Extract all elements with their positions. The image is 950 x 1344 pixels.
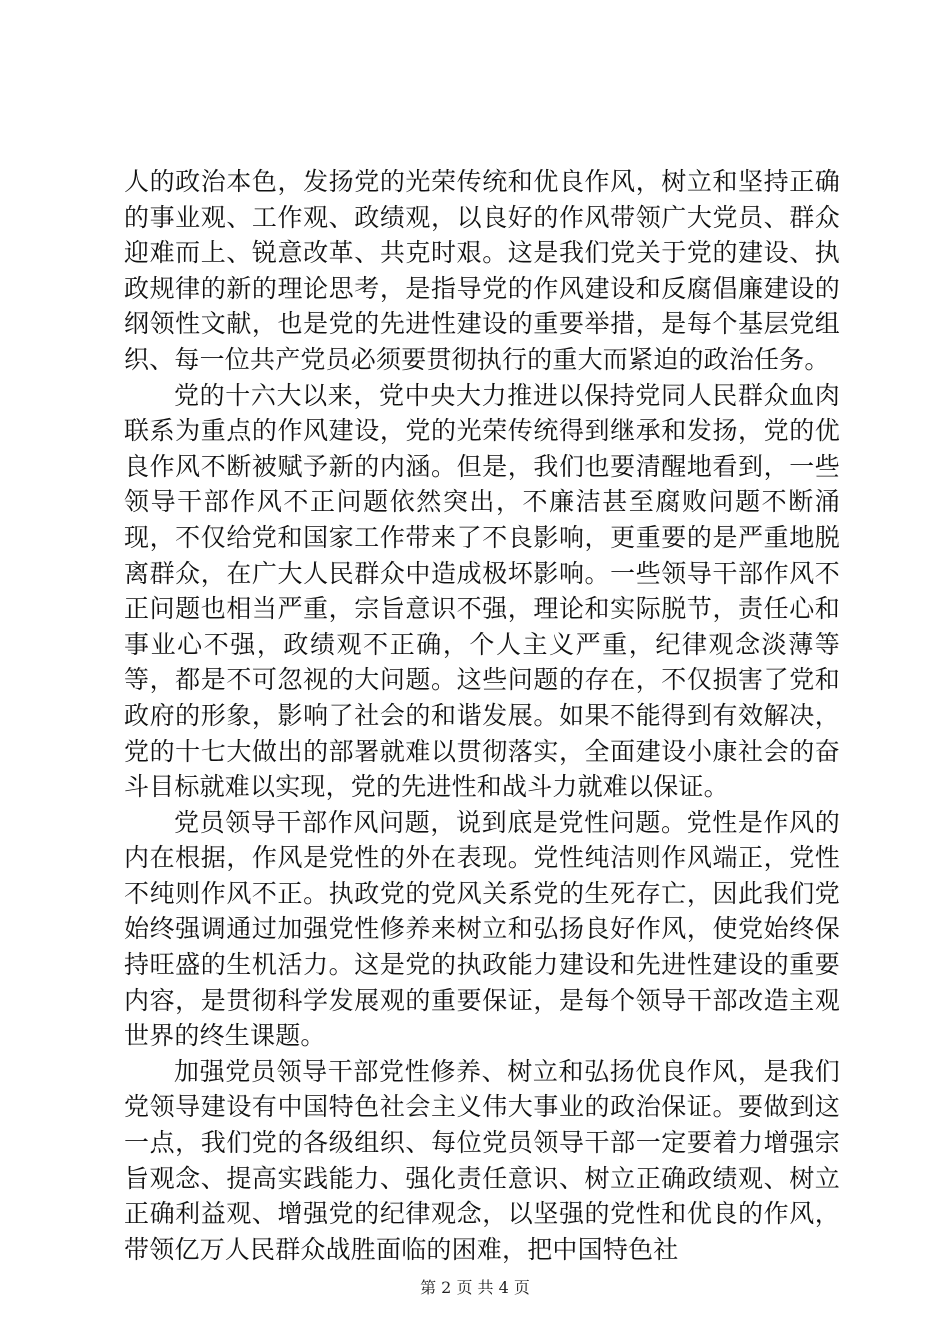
page-footer [0, 1275, 950, 1298]
paragraph-2: 党的十六大以来，党中央大力推进以保持党同人民群众血肉联系为重点的作风建设，党的光荣传统得到继承和发扬，党的优良作风不断被赋予新的内涵。但是，我们也要清醒地看到，一些领导干部作风不正问题依然突出，不廉洁甚至腐败问题不断涌现，不仅给党和国家工作带来了不良影响，更重要的是严重地脱离群众，在广大人民群众中造成极坏影响。一些领导干部作风不正问题也相当严重，宗旨意识不强，理论和实际脱节，责任心和事业心不强，政绩观不正确，个人主义严重，纪律观念淡薄等等，都是不可忽视的大问题。这些问题的存在，不仅损害了党和政府的形象，影响了社会的和谐发展。如果不能得到有效解决，党的十七大做出的部署就难以贯彻落实，全面建设小康社会的奋斗目标就难以实现，党的先进性和战斗力就难以保证。 [124, 380, 840, 802]
paragraph-1: 人的政治本色，发扬党的光荣传统和优良作风，树立和坚持正确的事业观、工作观、政绩观，以良好的作风带领广大党员、群众迎难而上、锐意改革、共克时艰。这是我们党关于党的建设、执政规律的新的理论思考，是指导党的作风建设和反腐倡廉建设的纲领性文献，也是党的先进性建设的重要举措，是每个基层党组织、每一位共产党员必须要贯彻执行的重大而紧迫的政治任务。 [124, 167, 840, 374]
paragraph-4: 加强党员领导干部党性修养、树立和弘扬优良作风，是我们党领导建设有中国特色社会主义伟大事业的政治保证。要做到这一点，我们党的各级组织、每位党员领导干部一定要着力增强宗旨观念、提高实践能力、强化责任意识、树立正确政绩观、树立正确利益观、增强党的纪律观念，以坚强的党性和优良的作风，带领亿万人民群众战胜面临的困难，把中国特色社 [124, 1056, 840, 1264]
paragraph-3: 党员领导干部作风问题，说到底是党性问题。党性是作风的内在根据，作风是党性的外在表现。党性纯洁则作风端正，党性不纯则作风不正。执政党的党风关系党的生死存亡，因此我们党始终强调通过加强党性修养来树立和弘扬良好作风，使党始终保持旺盛的生机活力。这是党的执政能力建设和先进性建设的重要内容，是贯彻科学发展观的重要保证，是每个领导干部改造主观世界的终生课题。 [124, 807, 840, 1051]
document-body [124, 164, 840, 1267]
page-number-label: 第 2 页 共 4 页 [420, 1278, 530, 1297]
